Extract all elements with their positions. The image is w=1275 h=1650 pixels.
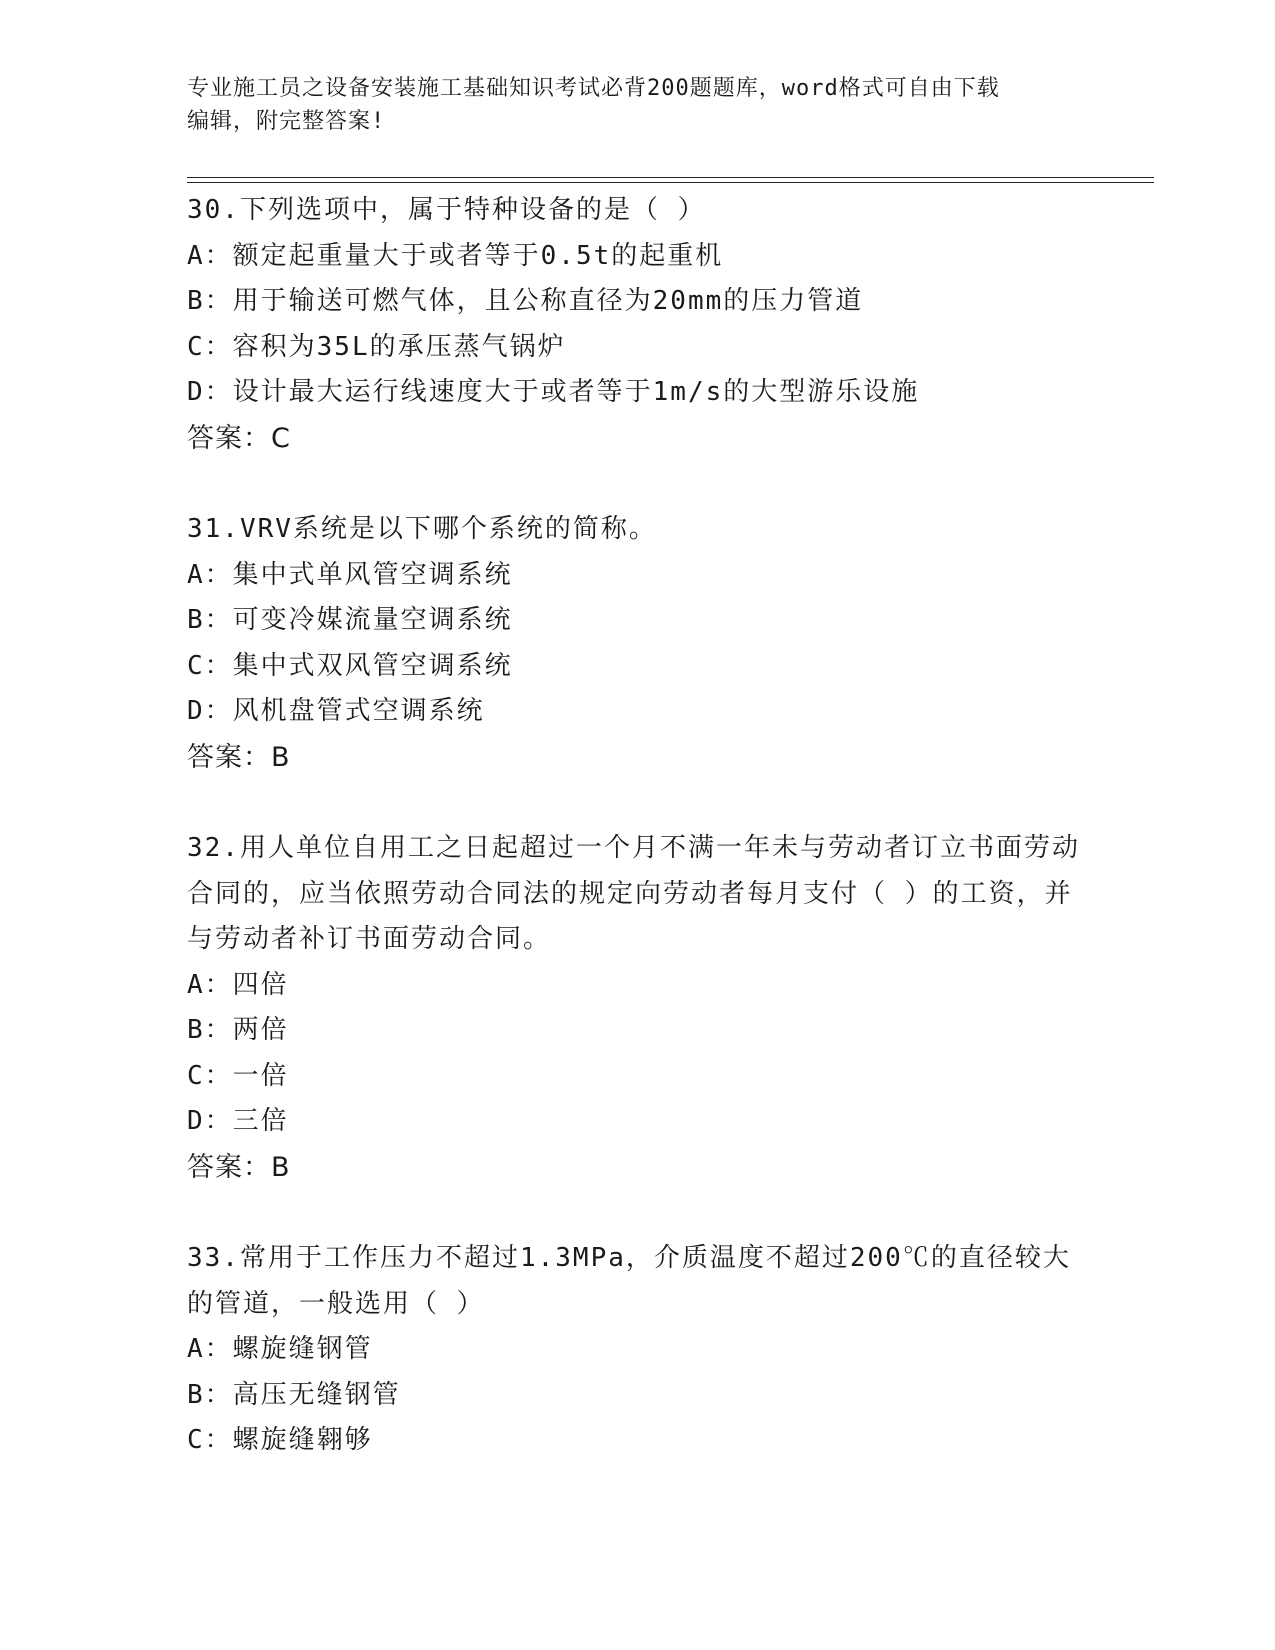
option-c: C：容积为35L的承压蒸气锅炉 xyxy=(187,331,566,362)
document-header xyxy=(187,72,1067,138)
answer: 答案：C xyxy=(187,422,291,454)
option-c: C：集中式双风管空调系统 xyxy=(187,650,513,681)
question-stem: 30.下列选项中，属于特种设备的是（ ） xyxy=(187,195,706,225)
question-32 xyxy=(187,826,1087,1190)
option-d: D：风机盘管式空调系统 xyxy=(187,696,485,726)
question-stem: 31.VRV系统是以下哪个系统的简称。 xyxy=(187,514,657,544)
option-d: D：三倍 xyxy=(187,1106,289,1136)
option-a: A：螺旋缝钢管 xyxy=(187,1334,373,1364)
question-stem: 32.用人单位自用工之日起超过一个月不满一年未与劳动者订立书面劳动合同的，应当依照劳动合同法的规定向劳动者每月支付（ ）的工资，并与劳动者补订书面劳动合同。 xyxy=(187,833,1080,954)
option-b: B：可变冷媒流量空调系统 xyxy=(187,605,513,635)
option-a: A：集中式单风管空调系统 xyxy=(187,559,513,590)
question-list xyxy=(187,188,1087,1510)
question-33 xyxy=(187,1236,1087,1464)
answer: 答案：B xyxy=(187,1151,291,1183)
option-a: A：额定起重量大于或者等于0.5t的起重机 xyxy=(187,240,724,271)
option-b: B：用于输送可燃气体，且公称直径为20mm的压力管道 xyxy=(187,286,864,316)
question-30 xyxy=(187,188,1087,461)
option-c: C：一倍 xyxy=(187,1060,289,1091)
answer: 答案：B xyxy=(187,741,291,773)
option-b: B：两倍 xyxy=(187,1015,289,1045)
question-31 xyxy=(187,507,1087,780)
header-line-2: 编辑，附完整答案! xyxy=(187,109,386,134)
option-d: D：设计最大运行线速度大于或者等于1m/s的大型游乐设施 xyxy=(187,377,920,407)
header-line-1: 专业施工员之设备安装施工基础知识考试必背200题题库，word格式可自由下载 xyxy=(187,76,1000,101)
option-c: C：螺旋缝翱够 xyxy=(187,1425,373,1455)
option-b: B：高压无缝钢管 xyxy=(187,1379,401,1410)
question-stem: 33.常用于工作压力不超过1.3MPa，介质温度不超过200℃的直径较大的管道，一般选用（ ） xyxy=(187,1243,1071,1319)
option-a: A：四倍 xyxy=(187,969,289,1000)
header-divider-top xyxy=(187,177,1154,178)
header-divider-bottom xyxy=(187,182,1154,183)
